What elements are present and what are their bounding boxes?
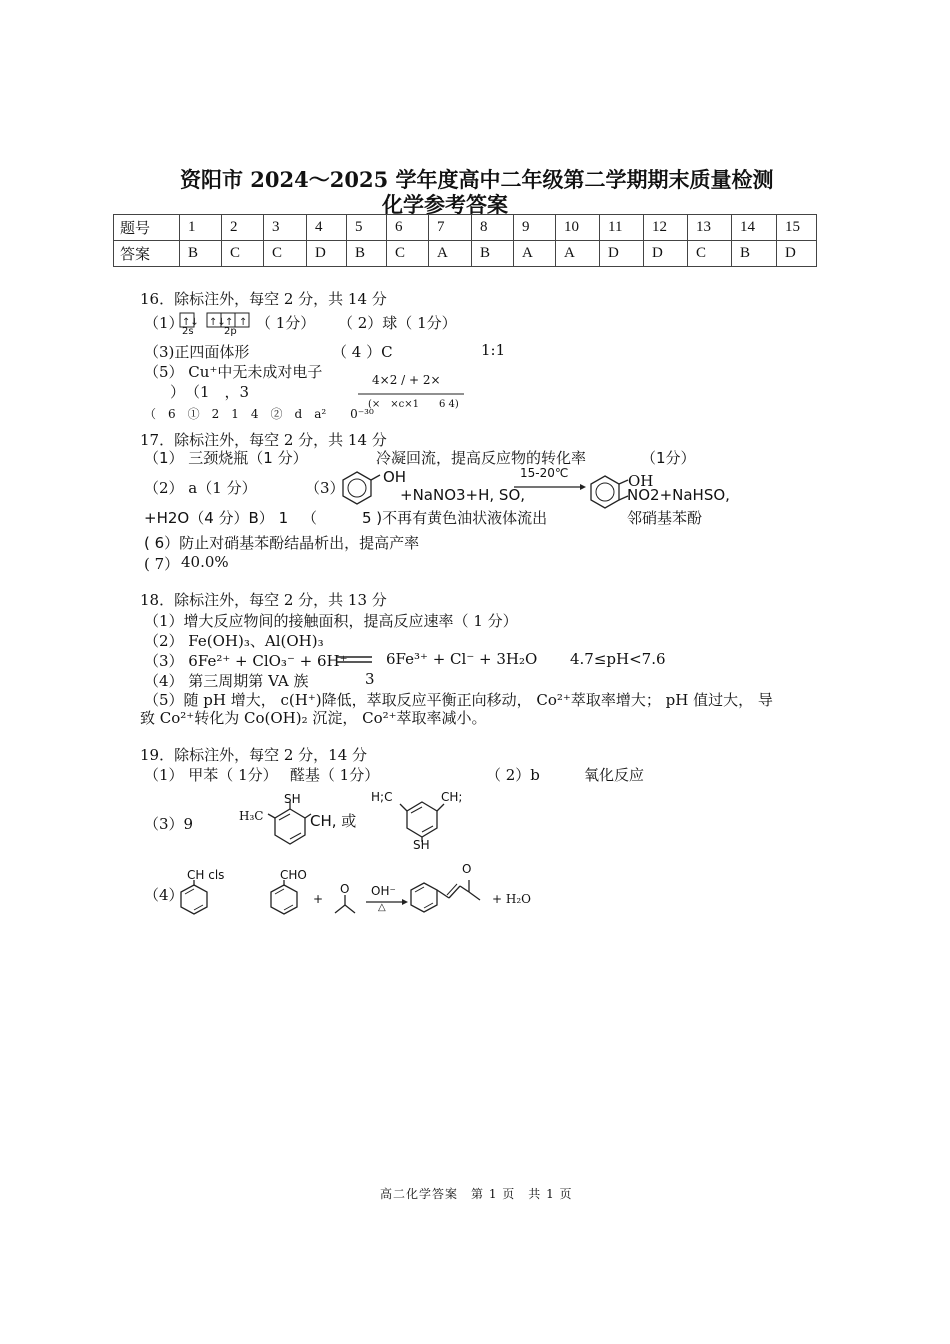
water-product: + H₂O: [492, 892, 531, 906]
structure-a-ch3-or: CH, 或: [310, 812, 357, 830]
table-cell: 13: [688, 215, 732, 241]
table-cell: A: [514, 241, 556, 267]
orbital-2s-label: 2s: [182, 326, 194, 337]
nitrophenol-oh: OH: [628, 472, 654, 490]
q16-part5: （5） Cu⁺中无未成对电子: [144, 363, 323, 381]
q18-part3-right: 6Fe³⁺ + Cl⁻ + 3H₂O: [386, 650, 538, 668]
table-cell: 14: [732, 215, 777, 241]
table-cell: A: [429, 241, 472, 267]
q18-header: 18．除标注外，每空 2 分，共 13 分: [140, 591, 387, 609]
q18-part1: （1）增大反应物间的接触面积，提高反应速率（ 1 分）: [144, 612, 518, 630]
reaction-arrow-2: [366, 898, 408, 906]
table-cell: 4: [307, 215, 347, 241]
table-cell: 11: [600, 215, 644, 241]
table-cell: 9: [514, 215, 556, 241]
nitrophenol-ring: [588, 474, 628, 510]
orbital-2p-label: 2p: [224, 326, 237, 337]
phenol-oh: OH: [383, 468, 407, 486]
q18-part4-value: 3: [365, 670, 375, 688]
table-cell: D: [600, 241, 644, 267]
svg-text:↑: ↑: [239, 317, 248, 328]
reaction-arrow: [514, 482, 586, 492]
product-name: 邻硝基苯酚: [627, 509, 703, 527]
table-cell: B: [347, 241, 387, 267]
q19-part2-answer: 氧化反应: [584, 766, 645, 784]
cho-label: CHO: [280, 868, 307, 882]
q19-part1: （1） 甲苯（ 1分） 醛基（ 1分）: [144, 766, 380, 784]
q17-header: 17．除标注外，每空 2 分，共 14 分: [140, 431, 387, 449]
q16-part4-ratio: 1:1: [481, 341, 506, 359]
reaction-condition: 15-20℃: [520, 466, 569, 480]
q17-part7-label: ( 7）: [144, 555, 180, 573]
table-cell: 6: [387, 215, 429, 241]
q16-part4: （ 4 ）C: [332, 343, 393, 361]
heat-symbol: △: [378, 902, 386, 913]
equals-sign: [336, 655, 374, 665]
table-cell: C: [387, 241, 429, 267]
q18-part2: （2） Fe(OH)₃、Al(OH)₃: [144, 632, 324, 650]
q17-part1-answer: 冷凝回流，提高反应物的转化率: [376, 449, 587, 467]
q19-header: 19．除标注外，每空 2 分，14 分: [140, 746, 368, 764]
q18-part4: （4） 第三周期第 VA 族: [144, 672, 309, 690]
table-cell: B: [472, 241, 514, 267]
q17-part4: +H2O（4 分）B） 1: [144, 509, 289, 527]
q16-part6-coords: ） （1 ，3: [170, 383, 250, 401]
q17-part7-value: 40.0%: [181, 553, 229, 571]
products: NO2+NaHSO,: [627, 486, 730, 504]
chcl2-label: CH cls: [187, 868, 225, 882]
table-cell: D: [307, 241, 347, 267]
q16-header: 16．除标注外，每空 2 分，共 14 分: [140, 290, 387, 308]
table-cell: 7: [429, 215, 472, 241]
svg-text:↑: ↑: [225, 317, 234, 328]
q17-part3-label: （3）: [305, 479, 345, 497]
table-cell: 1: [180, 215, 222, 241]
page-subtitle: 化学参考答案: [382, 192, 508, 217]
product-ketone-o: O: [462, 862, 472, 876]
q19-part4-label: （4）: [144, 886, 184, 904]
structure-a-sh: SH: [284, 792, 301, 806]
q18-part5-line2: 致 Co²⁺转化为 Co(OH)₂ 沉淀， Co²⁺萃取率减小。: [140, 709, 487, 727]
q17-part5: （ 5 )不再有黄色油状液体流出: [302, 509, 548, 527]
phenol-ring: [340, 470, 374, 506]
table-row-numbers: [114, 215, 817, 241]
svg-text:↑↓: ↑↓: [209, 317, 226, 328]
table-cell: 2: [222, 215, 264, 241]
table-cell: C: [222, 241, 264, 267]
table-cell: A: [556, 241, 600, 267]
acetone-structure: [332, 895, 358, 917]
benzal-chloride-ring: [178, 880, 210, 916]
table-cell: 8: [472, 215, 514, 241]
svg-text:↑↓: ↑↓: [182, 317, 199, 328]
q17-part2: （2） a（1 分）: [144, 479, 257, 497]
structure-b-ring: [400, 798, 444, 842]
q16-part1-score: （ 1分）: [256, 314, 316, 332]
table-cell: 10: [556, 215, 600, 241]
structure-a-h3c: H₃C: [239, 809, 264, 823]
structure-b-sh: SH: [413, 838, 430, 852]
structure-b-h3c: H;C: [371, 790, 393, 804]
table-head-number: 题号: [114, 215, 180, 241]
benzalacetone-structure: [408, 868, 490, 916]
q16-part1-label: （1）: [144, 314, 184, 332]
fraction-denominator: (× ×c×1 6 4): [368, 399, 459, 410]
table-cell: 12: [644, 215, 688, 241]
fraction-numerator: 4×2 / + 2×: [372, 373, 441, 387]
q18-part5-line1: （5）随 pH 增大， c(H⁺)降低，萃取反应平衡正向移动， Co²⁺萃取率增大； pH 值过大， 导: [144, 691, 773, 709]
table-row-answers: [114, 241, 817, 267]
q17-part1: （1） 三颈烧瓶（1 分）: [144, 449, 308, 467]
table-cell: 5: [347, 215, 387, 241]
table-cell: B: [180, 241, 222, 267]
q16-part7: （ 6 ① 2 1 4 ② d a² 0⁻³⁰: [144, 407, 374, 421]
table-cell: C: [688, 241, 732, 267]
table-cell: B: [732, 241, 777, 267]
q18-part3-ph: 4.7≤pH<7.6: [570, 650, 666, 668]
acetone-o: O: [340, 882, 350, 896]
table-cell: D: [777, 241, 817, 267]
q19-part3-label: （3）9: [144, 815, 194, 833]
table-head-answer: 答案: [114, 241, 180, 267]
q16-part3: （3)正四面体形: [144, 343, 250, 361]
benzaldehyde-ring: [268, 880, 300, 916]
table-cell: 15: [777, 215, 817, 241]
answer-table: [113, 214, 817, 267]
reactants: +NaNO3+H, SO,: [400, 486, 526, 504]
table-cell: C: [264, 241, 307, 267]
table-cell: 3: [264, 215, 307, 241]
structure-b-ch3: CH;: [441, 790, 463, 804]
page-title: 资阳市 2024～2025 学年度高中二年级第二学期期末质量检测: [180, 167, 774, 192]
page-footer: 高二化学答案 第 1 页 共 1 页: [380, 1187, 573, 1201]
q16-part2: （ 2）球（ 1分）: [338, 314, 457, 332]
q17-part1-score: （1分）: [641, 449, 696, 467]
q18-part3-left: （3） 6Fe²⁺ + ClO₃⁻ + 6H⁺: [144, 652, 348, 670]
table-cell: D: [644, 241, 688, 267]
plus-sign: +: [313, 892, 324, 906]
q17-part6: ( 6）防止对硝基苯酚结晶析出，提高产率: [144, 534, 420, 552]
catalyst-oh: OH⁻: [371, 884, 396, 898]
structure-a-ring: [270, 806, 310, 846]
q19-part2: （ 2）b: [486, 766, 540, 784]
